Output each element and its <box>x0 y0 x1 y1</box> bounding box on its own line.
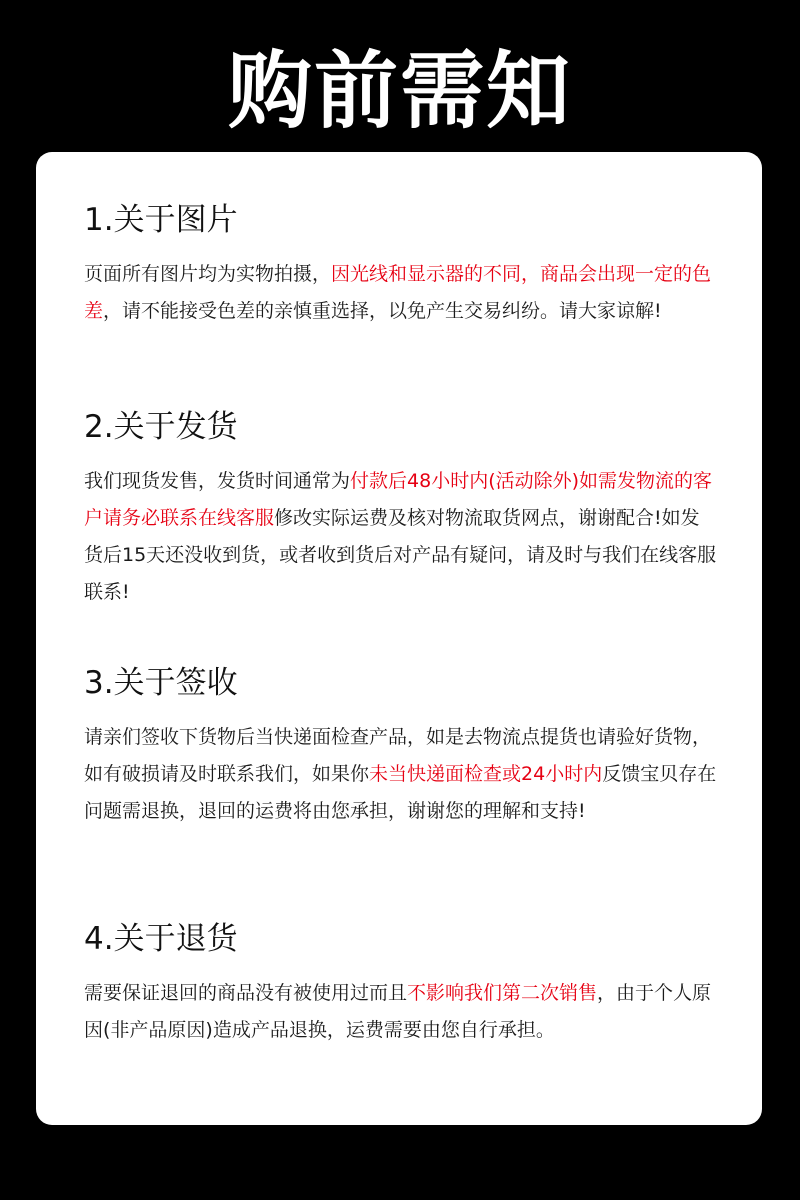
body-text: 修改实际运费及核对物流取货网点，谢谢配合!如发货后15天还没收到货，或者收到货后对产品有疑问，请及时与我们在线客服联系! <box>84 507 717 603</box>
body-text: 反馈宝贝存在问题需退换，退回的运费将由您承担，谢谢您的理解和支持! <box>84 763 717 822</box>
body-text: 需要保证退回的商品没有被使用过而且 <box>84 982 408 1004</box>
section-title: 1.关于图片 <box>84 202 238 238</box>
body-text: 页面所有图片均为实物拍摄， <box>84 263 332 285</box>
section-receipt <box>84 659 718 915</box>
highlight-text: 付款后48小时内(活动除外)如需发物流的客户请务必联系在线客服 <box>84 470 713 529</box>
page-title: 购前需知 <box>227 42 572 140</box>
section-returns <box>84 915 718 1065</box>
highlight-text: 不影响我们第二次销售 <box>407 982 598 1004</box>
section-body <box>84 463 718 611</box>
body-text: 请亲们签收下货物后当快递面检查产品，如是去物流点提货也请验好货物，如有破损请及时联系我们，如果你 <box>84 726 712 785</box>
body-text: ，请不能接受色差的亲慎重选择，以免产生交易纠纷。请大家谅解! <box>103 300 662 322</box>
highlight-text: 因光线和显示器的不同，商品会出现一定的色差 <box>84 263 712 322</box>
highlight-text: 未当快递面检查或24小时内 <box>369 763 603 785</box>
section-shipping <box>84 403 718 659</box>
section-title: 3.关于签收 <box>84 665 238 701</box>
body-text: ，由于个人原因(非产品原因)造成产品退换，运费需要由您自行承担。 <box>84 982 712 1041</box>
notice-card <box>36 152 762 1125</box>
section-title: 2.关于发货 <box>84 409 238 445</box>
section-body <box>84 719 718 830</box>
section-pictures <box>84 196 718 403</box>
section-body <box>84 256 718 330</box>
section-body <box>84 975 718 1049</box>
body-text: 我们现货发售，发货时间通常为 <box>84 470 351 492</box>
section-title: 4.关于退货 <box>84 921 238 957</box>
